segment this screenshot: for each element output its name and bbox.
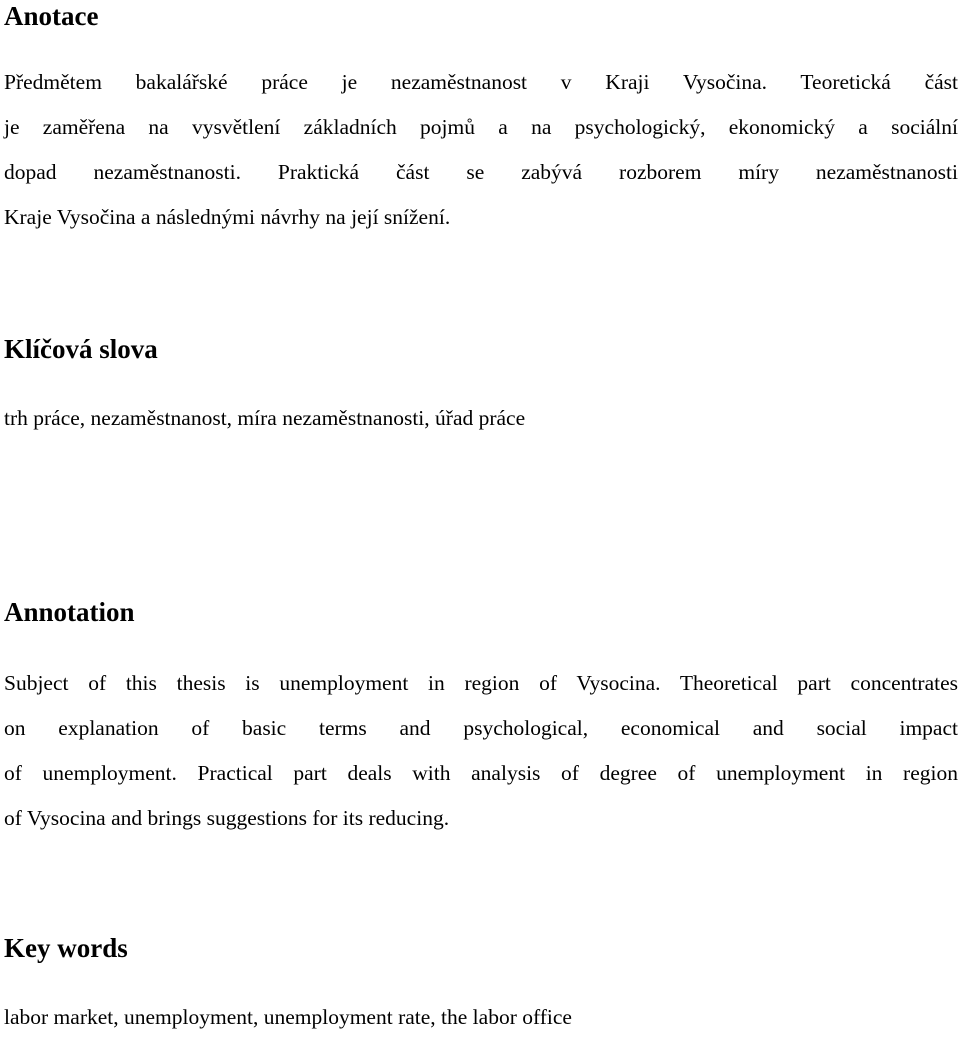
annotation-line-3: of unemployment. Practical part deals with analysis of degree of unemployment in region — [4, 761, 958, 785]
anotace-paragraph — [4, 60, 958, 240]
key-words-paragraph — [4, 995, 958, 1040]
anotace-line-2: je zaměřena na vysvětlení základních pojmů a na psychologický, ekonomický a sociální — [4, 115, 958, 139]
annotation-line-1: Subject of this thesis is unemployment in region of Vysocina. Theoretical part concentrates — [4, 671, 958, 695]
anotace-line-3: dopad nezaměstnanosti. Praktická část se zabývá rozborem míry nezaměstnanosti — [4, 160, 958, 184]
annotation-heading: Annotation — [4, 597, 135, 627]
annotation-line-4: of Vysocina and brings suggestions for its reducing. — [4, 806, 450, 830]
annotation-paragraph — [4, 661, 958, 841]
anotace-heading: Anotace — [4, 1, 99, 31]
anotace-line-4: Kraje Vysočina a následnými návrhy na její snížení. — [4, 205, 451, 229]
key-words-line-1: labor market, unemployment, unemployment rate, the labor office — [4, 1005, 572, 1029]
annotation-line-2: on explanation of basic terms and psychological, economical and social impact — [4, 716, 958, 740]
klicova-slova-line-1: trh práce, nezaměstnanost, míra nezaměstnanosti, úřad práce — [4, 406, 526, 430]
key-words-heading: Key words — [4, 933, 128, 963]
klicova-slova-paragraph — [4, 396, 958, 441]
klicova-slova-heading: Klíčová slova — [4, 334, 158, 364]
anotace-line-1: Předmětem bakalářské práce je nezaměstnanost v Kraji Vysočina. Teoretická část — [4, 70, 958, 94]
